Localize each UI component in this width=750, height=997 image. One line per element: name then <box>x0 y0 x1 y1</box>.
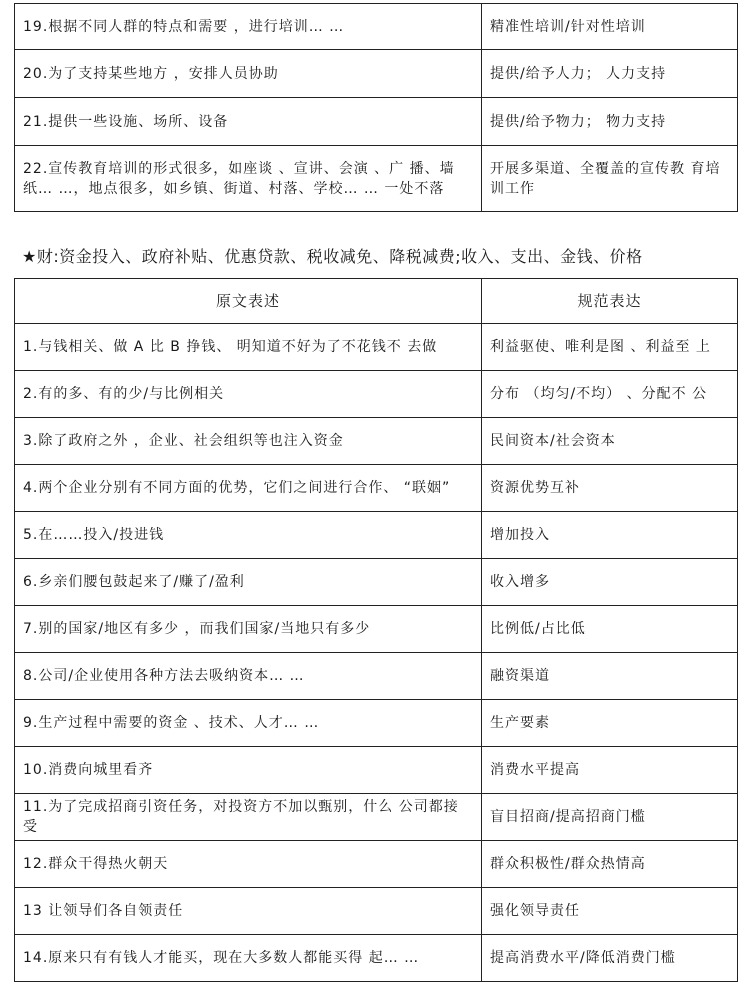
standard-cell: 开展多渠道、全覆盖的宣传教 育培训工作 <box>482 146 738 212</box>
table-row <box>15 465 738 512</box>
standard-cell: 群众积极性/群众热情高 <box>482 841 738 888</box>
table-row <box>15 98 738 146</box>
original-cell: 4.两个企业分别有不同方面的优势，它们之间进行合作、 “联姻” <box>15 465 482 512</box>
header-original: 原文表述 <box>15 279 482 324</box>
table-row <box>15 653 738 700</box>
standard-cell: 盲目招商/提高招商门槛 <box>482 794 738 841</box>
table-row <box>15 841 738 888</box>
training-table <box>14 3 738 212</box>
standard-cell: 比例低/占比低 <box>482 606 738 653</box>
standard-cell: 消费水平提高 <box>482 747 738 794</box>
original-cell: 8.公司/企业使用各种方法去吸纳资本… … <box>15 653 482 700</box>
standard-cell: 分布 （均匀/不均） 、分配不 公 <box>482 371 738 418</box>
table-row <box>15 512 738 559</box>
table-row <box>15 50 738 98</box>
table-row <box>15 559 738 606</box>
standard-cell: 生产要素 <box>482 700 738 747</box>
table-row <box>15 146 738 212</box>
table-row <box>15 418 738 465</box>
standard-cell: 收入增多 <box>482 559 738 606</box>
original-cell: 12.群众干得热火朝天 <box>15 841 482 888</box>
table-row <box>15 747 738 794</box>
original-cell: 19.根据不同人群的特点和需要 ，进行培训… … <box>15 4 482 50</box>
original-cell: 6.乡亲们腰包鼓起来了/赚了/盈利 <box>15 559 482 606</box>
standard-cell: 增加投入 <box>482 512 738 559</box>
standard-cell: 资源优势互补 <box>482 465 738 512</box>
original-cell: 13 让领导们各自领责任 <box>15 888 482 935</box>
original-cell: 5.在……投入/投进钱 <box>15 512 482 559</box>
table-row <box>15 371 738 418</box>
table-row <box>15 935 738 982</box>
table-row <box>15 888 738 935</box>
table-header-row <box>15 279 738 324</box>
table-row <box>15 606 738 653</box>
original-cell: 9.生产过程中需要的资金 、技术、人才… … <box>15 700 482 747</box>
standard-cell: 利益驱使、唯利是图 、利益至 上 <box>482 324 738 371</box>
original-cell: 20.为了支持某些地方 ，安排人员协助 <box>15 50 482 98</box>
original-cell: 1.与钱相关、做 A 比 B 挣钱、 明知道不好为了不花钱不 去做 <box>15 324 482 371</box>
standard-cell: 民间资本/社会资本 <box>482 418 738 465</box>
original-cell: 7.别的国家/地区有多少 ，而我们国家/当地只有多少 <box>15 606 482 653</box>
standard-cell: 提高消费水平/降低消费门槛 <box>482 935 738 982</box>
table-row <box>15 700 738 747</box>
standard-cell: 强化领导责任 <box>482 888 738 935</box>
table-row <box>15 324 738 371</box>
table-row <box>15 794 738 841</box>
original-cell: 11.为了完成招商引资任务，对投资方不加以甄别，什么 公司都接受 <box>15 794 482 841</box>
standard-cell: 融资渠道 <box>482 653 738 700</box>
category-heading: ★财:资金投入、政府补贴、优惠贷款、税收减免、降税减费;收入、支出、金钱、价格 <box>22 247 643 266</box>
finance-table <box>14 278 738 982</box>
original-cell: 22.宣传教育培训的形式很多，如座谈 、宣讲、会演 、广 播、墙纸… …，地点很多，如乡镇、街道、村落、学校… … 一处不落 <box>15 146 482 212</box>
original-cell: 14.原来只有有钱人才能买，现在大多数人都能买得 起… … <box>15 935 482 982</box>
standard-cell: 提供/给予物力； 物力支持 <box>482 98 738 146</box>
standard-cell: 提供/给予人力； 人力支持 <box>482 50 738 98</box>
original-cell: 2.有的多、有的少/与比例相关 <box>15 371 482 418</box>
original-cell: 10.消费向城里看齐 <box>15 747 482 794</box>
original-cell: 3.除了政府之外 ，企业、社会组织等也注入资金 <box>15 418 482 465</box>
table-row <box>15 4 738 50</box>
standard-cell: 精准性培训/针对性培训 <box>482 4 738 50</box>
original-cell: 21.提供一些设施、场所、设备 <box>15 98 482 146</box>
header-standard: 规范表达 <box>482 279 738 324</box>
